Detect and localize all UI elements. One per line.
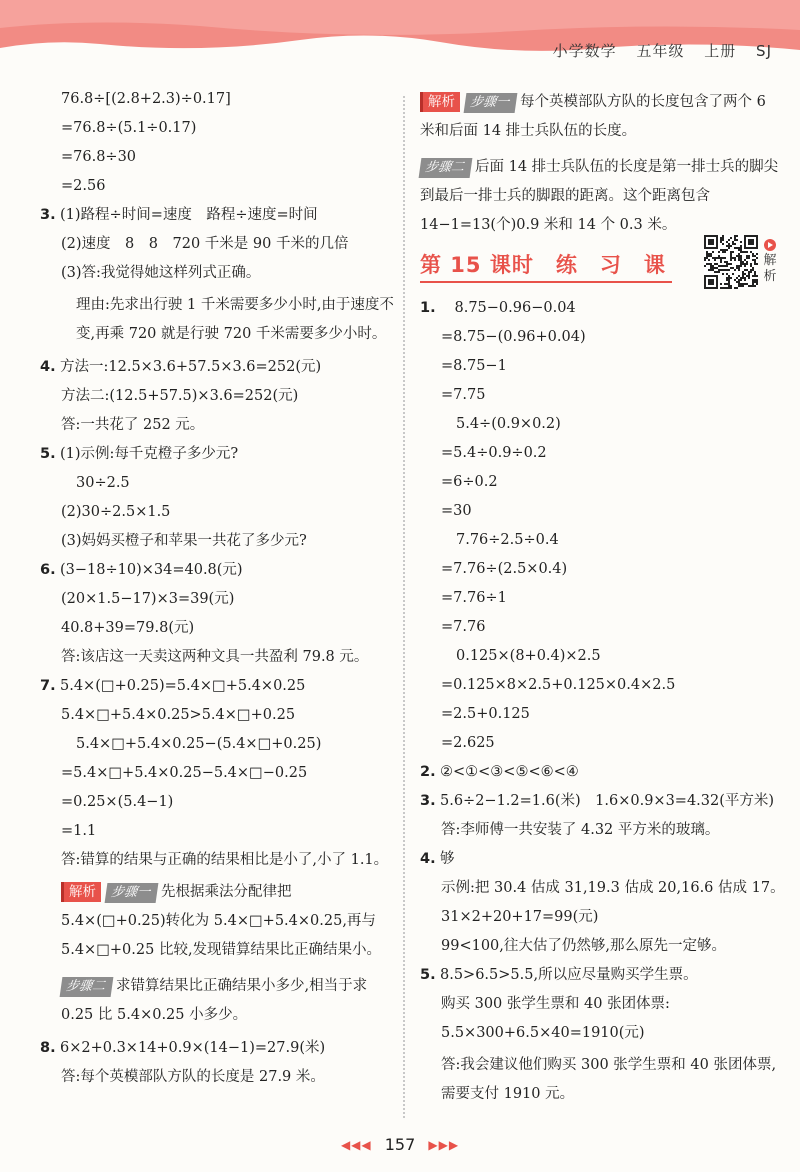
answer-line [420,993,780,1015]
answer-text: 方法一:12.5×3.6+57.5×3.6=252(元) [60,359,322,375]
question-number: 2. [420,764,436,780]
question-number: 4. [40,359,56,375]
lesson-title-rule [420,281,672,283]
answer-text: 答:每个英模部队方队的长度是 27.9 米。 [61,1069,325,1085]
analysis-tag: 解析 [61,882,101,902]
page-number: 157 [384,1135,416,1154]
answer-line [40,291,395,349]
analysis-paragraph [420,153,780,240]
answer-line [420,326,780,348]
answer-line [420,500,780,522]
header-info [539,40,772,61]
answer-text: 6×2+0.3×14+0.9×(14−1)=27.9(米) [60,1040,326,1056]
answer-line [420,761,780,783]
answer-line [40,791,395,813]
lesson-header [420,247,780,283]
answer-text: =8.75−1 [441,358,507,374]
answer-text: ②<①<③<⑤<⑥<④ [440,764,579,780]
answer-line [40,530,395,552]
answer-text: (2)速度 8 8 720 千米是 90 千米的几倍 [61,236,349,252]
answer-text: 8.5>6.5>5.5,所以应尽量购买学生票。 [440,967,698,983]
answer-line [40,617,395,639]
lesson-answers [420,297,785,1109]
answer-line [40,1037,395,1059]
answer-text: 76.8÷[(2.8+2.3)÷0.17] [61,91,231,107]
qr-code-icon[interactable] [704,235,758,289]
answer-text: 求错算结果比正确结果小多少,相当于求 0.25 比 5.4×0.25 小多少。 [61,978,368,1023]
column-divider [403,96,405,1118]
answer-text: (2)30÷2.5×1.5 [61,504,171,520]
header-grade: 五年级 [636,42,685,60]
right-column [420,88,785,1116]
answer-line [420,1022,780,1044]
header-volume: 上册 [704,42,737,60]
answer-text: 理由:先求出行驶 1 千米需要多少小时,由于速度不变,再乘 720 就是行驶 720 千米需要多少小时。 [76,297,394,342]
question-number: 8. [40,1040,56,1056]
analysis-paragraph [420,88,780,146]
step-tag: 步骤一 [464,93,518,113]
answer-line [40,501,395,523]
answer-text: =30 [441,503,472,519]
answer-line [420,732,780,754]
answer-text: =7.76 [441,619,486,635]
answer-line [40,117,395,139]
answer-line [40,588,395,610]
answer-line [40,675,395,697]
header-edition: SJ [756,42,772,60]
answer-text: =0.125×8×2.5+0.125×0.4×2.5 [441,677,676,693]
answer-text: 8.75−0.96−0.04 [440,300,576,316]
answer-text: 0.125×(8+0.4)×2.5 [456,648,601,664]
answer-text: =2.56 [61,178,106,194]
question-number: 5. [40,446,56,462]
play-icon [764,239,776,251]
answer-line [420,587,780,609]
answer-line [40,175,395,197]
answer-line [420,848,780,870]
question-number: 3. [420,793,436,809]
step-tag: 步骤二 [60,977,114,997]
answer-line [40,849,395,871]
answer-line [40,262,395,284]
answer-line [420,790,780,812]
answer-text: 40.8+39=79.8(元) [61,620,195,636]
analysis-link-label-1: 解 [763,253,777,268]
next-page-arrows-icon[interactable]: ▶▶▶ [428,1137,460,1152]
answer-text: 购买 300 张学生票和 40 张团体票: [441,996,670,1012]
answer-line [420,471,780,493]
answer-text: 答:李师傅一共安装了 4.32 平方米的玻璃。 [441,822,720,838]
answer-text: 答:错算的结果与正确的结果相比是小了,小了 1.1。 [61,852,389,868]
answer-text: =8.75−(0.96+0.04) [441,329,586,345]
step-tag: 步骤二 [419,158,473,178]
answer-text: =5.4÷0.9÷0.2 [441,445,547,461]
question-number: 5. [420,967,436,983]
answer-line [420,384,780,406]
answer-text: =5.4×□+5.4×0.25−5.4×□−0.25 [61,765,308,781]
analysis-text: 后面 14 排士兵队伍的长度是第一排士兵的脚尖到最后一排士兵的脚跟的距离。这个距离包含 14−1=13(个)0.9 米和 14 个 0.3 米。 [420,159,779,233]
question-number: 7. [40,678,56,694]
answer-text: 5.5×300+6.5×40=1910(元) [441,1025,645,1041]
question-number: 4. [420,851,436,867]
answer-text: 答:该店这一天卖这两种文具一共盈利 79.8 元。 [61,649,369,665]
answer-text: =6÷0.2 [441,474,498,490]
answer-text: =7.76÷(2.5×0.4) [441,561,568,577]
answer-line [40,443,395,465]
lesson-title: 第 15 课时 练 习 课 [420,253,666,277]
answer-line [40,733,395,755]
answer-line [420,355,780,377]
answer-line [420,645,780,667]
answer-text: 先根据乘法分配律把 5.4×(□+0.25)转化为 5.4×□+5.4×0.25,再与 5.4×□+0.25 比较,发现错算结果比正确结果小。 [61,884,382,958]
answer-text: (1)示例:每千克橙子多少元? [60,446,239,462]
answer-line [40,204,395,226]
answer-text: 5.6÷2−1.2=1.6(米) 1.6×0.9×3=4.32(平方米) [440,793,775,809]
answer-text: =1.1 [61,823,97,839]
answer-text: =7.76÷1 [441,590,507,606]
answer-text: (3−18÷10)×34=40.8(元) [60,562,243,578]
analysis-link[interactable] [762,239,778,285]
answer-line [420,703,780,725]
answer-text: (20×1.5−17)×3=39(元) [61,591,235,607]
answer-line [420,297,780,319]
answer-text: 7.76÷2.5÷0.4 [456,532,559,548]
prev-page-arrows-icon[interactable]: ◀◀◀ [340,1137,372,1152]
answer-text: 5.4×(□+0.25)=5.4×□+5.4×0.25 [60,678,306,694]
answer-line [40,146,395,168]
answer-line [40,472,395,494]
answer-text: =76.8÷(5.1÷0.17) [61,120,197,136]
answer-line [40,1066,395,1088]
answer-line [420,558,780,580]
question-number: 1. [420,300,436,316]
left-column [40,88,395,1095]
answer-text: =2.625 [441,735,495,751]
answer-line [420,529,780,551]
answer-line [420,935,780,957]
answer-line [40,88,395,110]
answer-text: 31×2+20+17=99(元) [441,909,599,925]
answer-line [420,906,780,928]
answer-line [40,878,395,965]
answer-text: 30÷2.5 [76,475,130,491]
answer-text: 99<100,往大估了仍然够,那么原先一定够。 [441,938,726,954]
answer-line [40,820,395,842]
answer-text: 够 [440,851,455,867]
answer-line [40,356,395,378]
answer-line [40,559,395,581]
analysis-link-label-2: 析 [763,269,777,284]
answer-line [420,674,780,696]
answer-text: 答:一共花了 252 元。 [61,417,205,433]
answer-line [420,877,785,899]
answer-line [40,385,395,407]
answer-line [40,233,395,255]
answer-line [40,762,395,784]
question-number: 6. [40,562,56,578]
answer-text: (1)路程÷时间=速度 路程÷速度=时间 [60,207,318,223]
question-number: 3. [40,207,56,223]
answer-line [40,704,395,726]
answer-text: (3)答:我觉得她这样列式正确。 [61,265,261,281]
answer-text: 5.4×□+5.4×0.25>5.4×□+0.25 [61,707,296,723]
page-footer [0,1134,800,1154]
step-tag: 步骤一 [105,883,159,903]
answer-text: 示例:把 30.4 估成 31,19.3 估成 20,16.6 估成 17。 [441,880,785,896]
answer-line [420,964,780,986]
answer-line [40,646,395,668]
answer-text: =2.5+0.125 [441,706,530,722]
answer-line [40,972,395,1030]
answer-text: (3)妈妈买橙子和苹果一共花了多少元? [61,533,307,549]
answer-text: =7.75 [441,387,486,403]
answer-text: 答:我会建议他们购买 300 张学生票和 40 张团体票,需要支付 1910 元。 [441,1057,777,1102]
answer-text: 方法二:(12.5+57.5)×3.6=252(元) [61,388,299,404]
answer-line [420,1051,780,1109]
header-subject: 小学数学 [552,42,617,60]
answer-line [420,616,780,638]
answer-text: =0.25×(5.4−1) [61,794,174,810]
answer-text: 5.4÷(0.9×0.2) [456,416,561,432]
analysis-text: 每个英模部队方队的长度包含了两个 6 米和后面 14 排士兵队伍的长度。 [420,94,766,139]
analysis-tag: 解析 [420,92,460,112]
answer-line [420,442,780,464]
answer-line [40,414,395,436]
answer-text: 5.4×□+5.4×0.25−(5.4×□+0.25) [76,736,322,752]
analysis-block [420,88,780,240]
answer-text: =76.8÷30 [61,149,137,165]
answer-line [420,413,780,435]
answer-line [420,819,780,841]
